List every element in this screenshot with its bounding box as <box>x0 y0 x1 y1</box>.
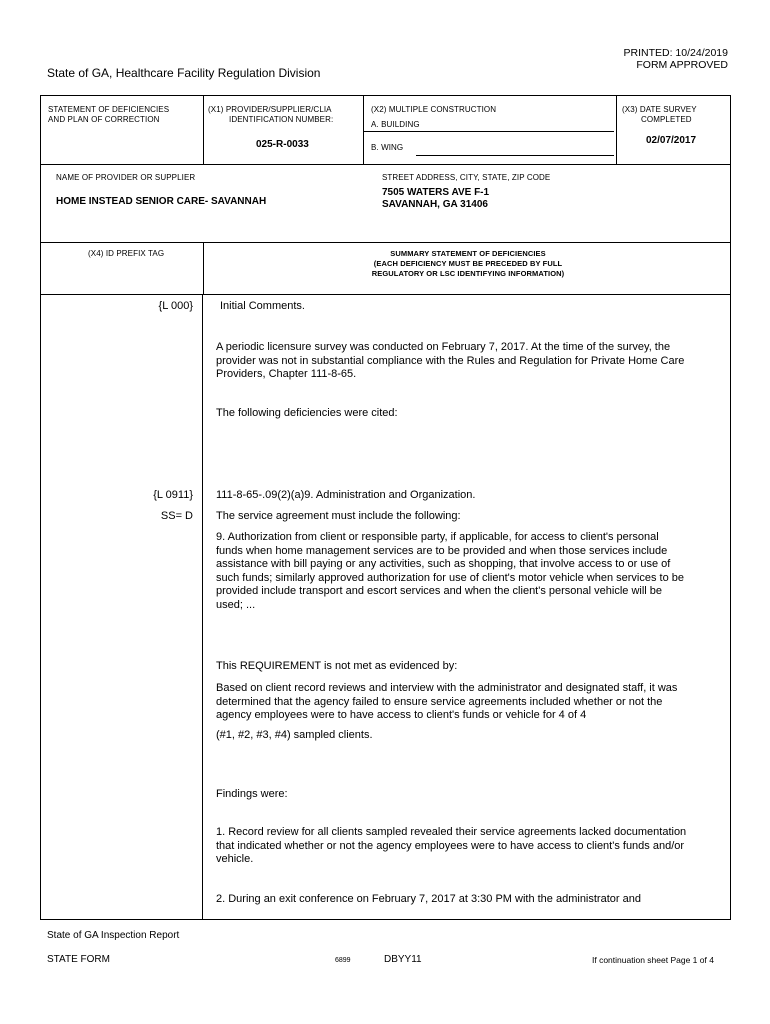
text-line: determined that the agency failed to ensure service agreements included whether or not the <box>216 695 663 708</box>
x2-wing: B. WING <box>371 143 404 152</box>
divider <box>41 294 730 295</box>
survey-paragraph <box>216 341 728 382</box>
findings-basis <box>216 682 728 723</box>
text-line: used; ... <box>216 598 256 611</box>
x3-label-line: COMPLETED <box>641 115 692 124</box>
text-line: 1. Record review for all clients sampled revealed their service agreements lacked documentation <box>216 826 687 838</box>
text-line: 9. Authorization from client or responsible party, if applicable, for access to client's personal <box>216 531 659 543</box>
summary-label <box>204 249 732 279</box>
wing-underline <box>416 155 614 156</box>
rule-citation: 111-8-65-.09(2)(a)9. Administration and Organization. <box>216 489 476 501</box>
text-line: provider was not in substantial compliance with the Rules and Regulation for Private Home Care <box>216 354 685 367</box>
form-number: 6899 <box>335 957 351 964</box>
summary-label-line: SUMMARY STATEMENT OF DEFICIENCIES <box>390 249 546 258</box>
scope-severity: SS= D <box>160 510 193 522</box>
x1-label <box>208 105 360 125</box>
prefix-tag: {L 000} <box>158 300 193 312</box>
provider-id: 025-R-0033 <box>256 139 309 150</box>
text-line: funds when home management services are to be provided and when those services include <box>216 544 668 557</box>
finding-2: 2. During an exit conference on February 7, 2017 at 3:30 PM with the administrator and <box>216 893 641 905</box>
statement-label <box>48 105 169 125</box>
print-info <box>624 47 728 71</box>
findings-heading: Findings were: <box>216 788 288 800</box>
prefix-tag: {L 0911} <box>153 489 193 501</box>
summary-label-line: REGULATORY OR LSC IDENTIFYING INFORMATION) <box>371 269 565 278</box>
divider <box>41 242 730 243</box>
x3-label-line: (X3) DATE SURVEY <box>622 105 697 114</box>
statement-label-line: AND PLAN OF CORRECTION <box>48 115 160 124</box>
building-underline <box>363 131 614 132</box>
prefix-column-divider <box>202 294 203 920</box>
address-label: STREET ADDRESS, CITY, STATE, ZIP CODE <box>382 173 551 182</box>
survey-date: 02/07/2017 <box>646 135 697 146</box>
address-line-1: 7505 WATERS AVE F-1 <box>382 187 490 198</box>
printed-date: PRINTED: 10/24/2019 <box>623 47 728 59</box>
summary-label-line: (EACH DEFICIENCY MUST BE PRECEDED BY FULL <box>373 259 563 268</box>
x4-label: (X4) ID PREFIX TAG <box>88 249 165 258</box>
text-line: provided include transport and escort services and when the client's personal vehicle will be <box>216 585 663 597</box>
divider <box>616 96 617 164</box>
divider <box>41 164 730 165</box>
x2-label: (X2) MULTIPLE CONSTRUCTION <box>371 105 497 114</box>
x2-building: A. BUILDING <box>371 120 420 129</box>
x3-label <box>622 105 722 125</box>
text-line: vehicle. <box>216 853 254 865</box>
provider-name: HOME INSTEAD SENIOR CARE- SAVANNAH <box>56 196 267 207</box>
text-line: that indicated whether or not the agency employees were to have access to client's funds and/or <box>216 839 685 852</box>
finding-1 <box>216 826 728 867</box>
divider <box>363 96 364 164</box>
state-form-label: STATE FORM <box>47 954 110 965</box>
divider <box>203 96 204 164</box>
event-id: DBYY11 <box>384 954 422 965</box>
deficiencies-intro: The following deficiencies were cited: <box>216 407 398 419</box>
rule-intro: The service agreement must include the following: <box>216 510 461 522</box>
x1-label-line: (X1) PROVIDER/SUPPLIER/CLIA <box>208 105 332 114</box>
page-indicator: If continuation sheet Page 1 of 4 <box>592 955 714 965</box>
sampled-clients: (#1, #2, #3, #4) sampled clients. <box>216 729 373 741</box>
address-line-2: SAVANNAH, GA 31406 <box>382 199 488 210</box>
requirement-not-met: This REQUIREMENT is not met as evidenced by: <box>216 660 458 672</box>
statement-label-line: STATEMENT OF DEFICIENCIES <box>48 105 170 114</box>
text-line: A periodic licensure survey was conducted on February 7, 2017. At the time of the survey, the <box>216 341 671 353</box>
text-line: agency employees were to have access to client's funds or vehicle for 4 of 4 <box>216 709 587 721</box>
provider-label: NAME OF PROVIDER OR SUPPLIER <box>56 173 196 182</box>
text-line: Based on client record reviews and interview with the administrator and designated staff, it was <box>216 682 678 694</box>
text-line: such funds; similarly approved authorization for use of client's motor vehicle when services to be <box>216 571 684 584</box>
form-approved: FORM APPROVED <box>636 59 728 71</box>
rule-item-9 <box>216 531 728 612</box>
report-title: State of GA Inspection Report <box>47 930 180 941</box>
agency-name: State of GA, Healthcare Facility Regulation Division <box>47 66 321 80</box>
text-line: Providers, Chapter 111-8-65. <box>216 368 357 380</box>
text-line: assistance with bill paying or any activities, such as shopping, that involve access to or use of <box>216 558 671 570</box>
x1-label-line: IDENTIFICATION NUMBER: <box>229 115 334 124</box>
initial-comments: Initial Comments. <box>220 300 305 312</box>
